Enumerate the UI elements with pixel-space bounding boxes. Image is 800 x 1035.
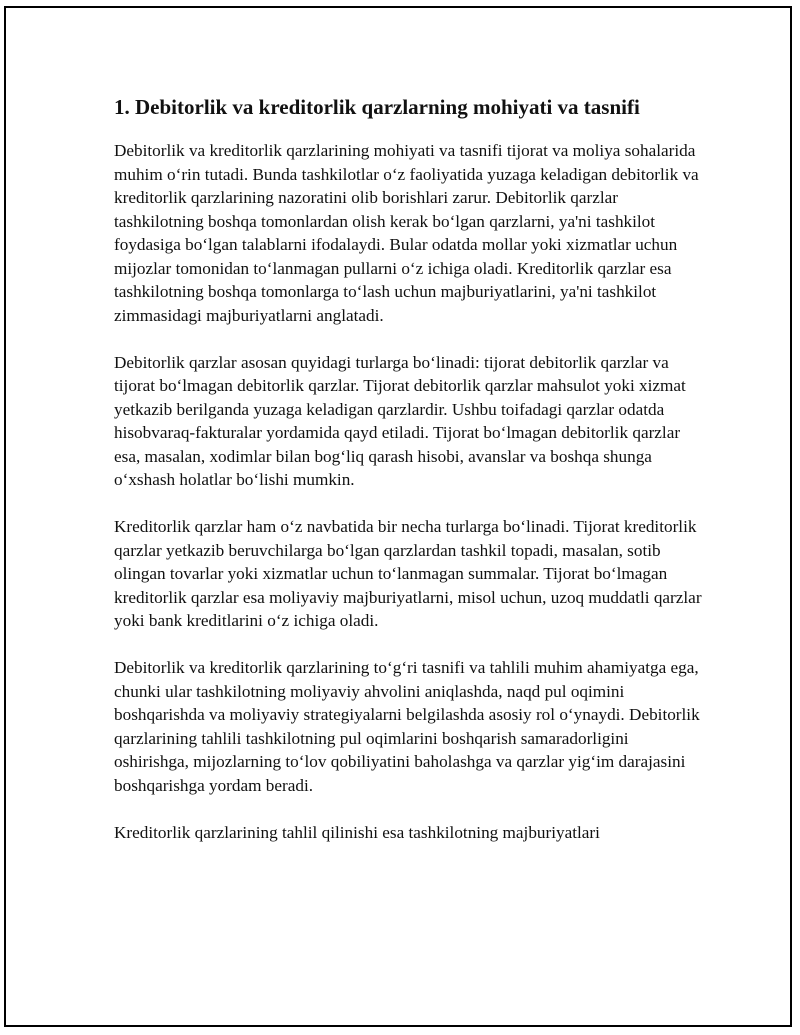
paragraph-3: Kreditorlik qarzlar ham o‘z navbatida bir necha turlarga bo‘linadi. Tijorat kreditorlik qarzlar yetkazib beruvchilarga bo‘lgan qarzlardan tashkil topadi, masalan, sotib olingan tovarlar yoki xizmatlar uchun to‘lanmagan summalar. Tijorat bo‘lmagan kreditorlik qarzlar esa moliyaviy majburiyatlarni, misol uchun, uzoq muddatli qarzlar yoki bank kreditlarini o‘z ichiga oladi. <box>114 517 702 630</box>
document-body <box>114 93 704 868</box>
paragraph-5: Kreditorlik qarzlarining tahlil qilinishi esa tashkilotning majburiyatlari <box>114 822 600 842</box>
paragraph-2: Debitorlik qarzlar asosan quyidagi turlarga bo‘linadi: tijorat debitorlik qarzlar va tijorat bo‘lmagan debitorlik qarzlar. Tijorat debitorlik qarzlar mahsulot yoki xizmat yetkazib berilganda yuzaga keladigan qarzlardir. Ushbu toifadagi qarzlar odatda hisobvaraq-fakturalar yordamida qayd etiladi. Tijorat bo‘lmagan debitorlik qarzlar esa, masalan, xodimlar bilan bog‘liq qarash hisobi, avanslar va boshqa shunga o‘xshash holatlar bo‘lishi mumkin. <box>114 352 686 489</box>
paragraph-4: Debitorlik va kreditorlik qarzlarining to‘g‘ri tasnifi va tahlili muhim ahamiyatga ega, chunki ular tashkilotning moliyaviy ahvolini aniqlashda, naqd pul oqimini boshqarishda va moliyaviy strategiyalarni belgilashda asosiy rol o‘ynaydi. Debitorlik qarzlarining tahlili tashkilotning pul oqimlarini boshqarish samaradorligini oshirishga, mijozlarning to‘lov qobiliyatini baholashga va qarzlar yig‘im darajasini boshqarishga yordam beradi. <box>114 658 700 795</box>
paragraph-1: Debitorlik va kreditorlik qarzlarining mohiyati va tasnifi tijorat va moliya sohalarida muhim o‘rin tutadi. Bunda tashkilotlar o‘z faoliyatida yuzaga keladigan debitorlik va kreditorlik qarzlarining nazoratini olib borishlari zarur. Debitorlik qarzlar tashkilotning boshqa tomonlardan olish kerak bo‘lgan qarzlarni, ya'ni tashkilot foydasiga bo‘lgan talablarni ifodalaydi. Bular odatda mollar yoki xizmatlar uchun mijozlar tomonidan to‘lanmagan pullarni o‘z ichiga oladi. Kreditorlik qarzlar esa tashkilotning boshqa tomonlarga to‘lash uchun majburiyatlarini, ya'ni tashkilot zimmasidagi majburiyatlarni anglatadi. <box>114 141 699 325</box>
section-heading: 1. Debitorlik va kreditorlik qarzlarning mohiyati va tasnifi <box>114 95 640 119</box>
